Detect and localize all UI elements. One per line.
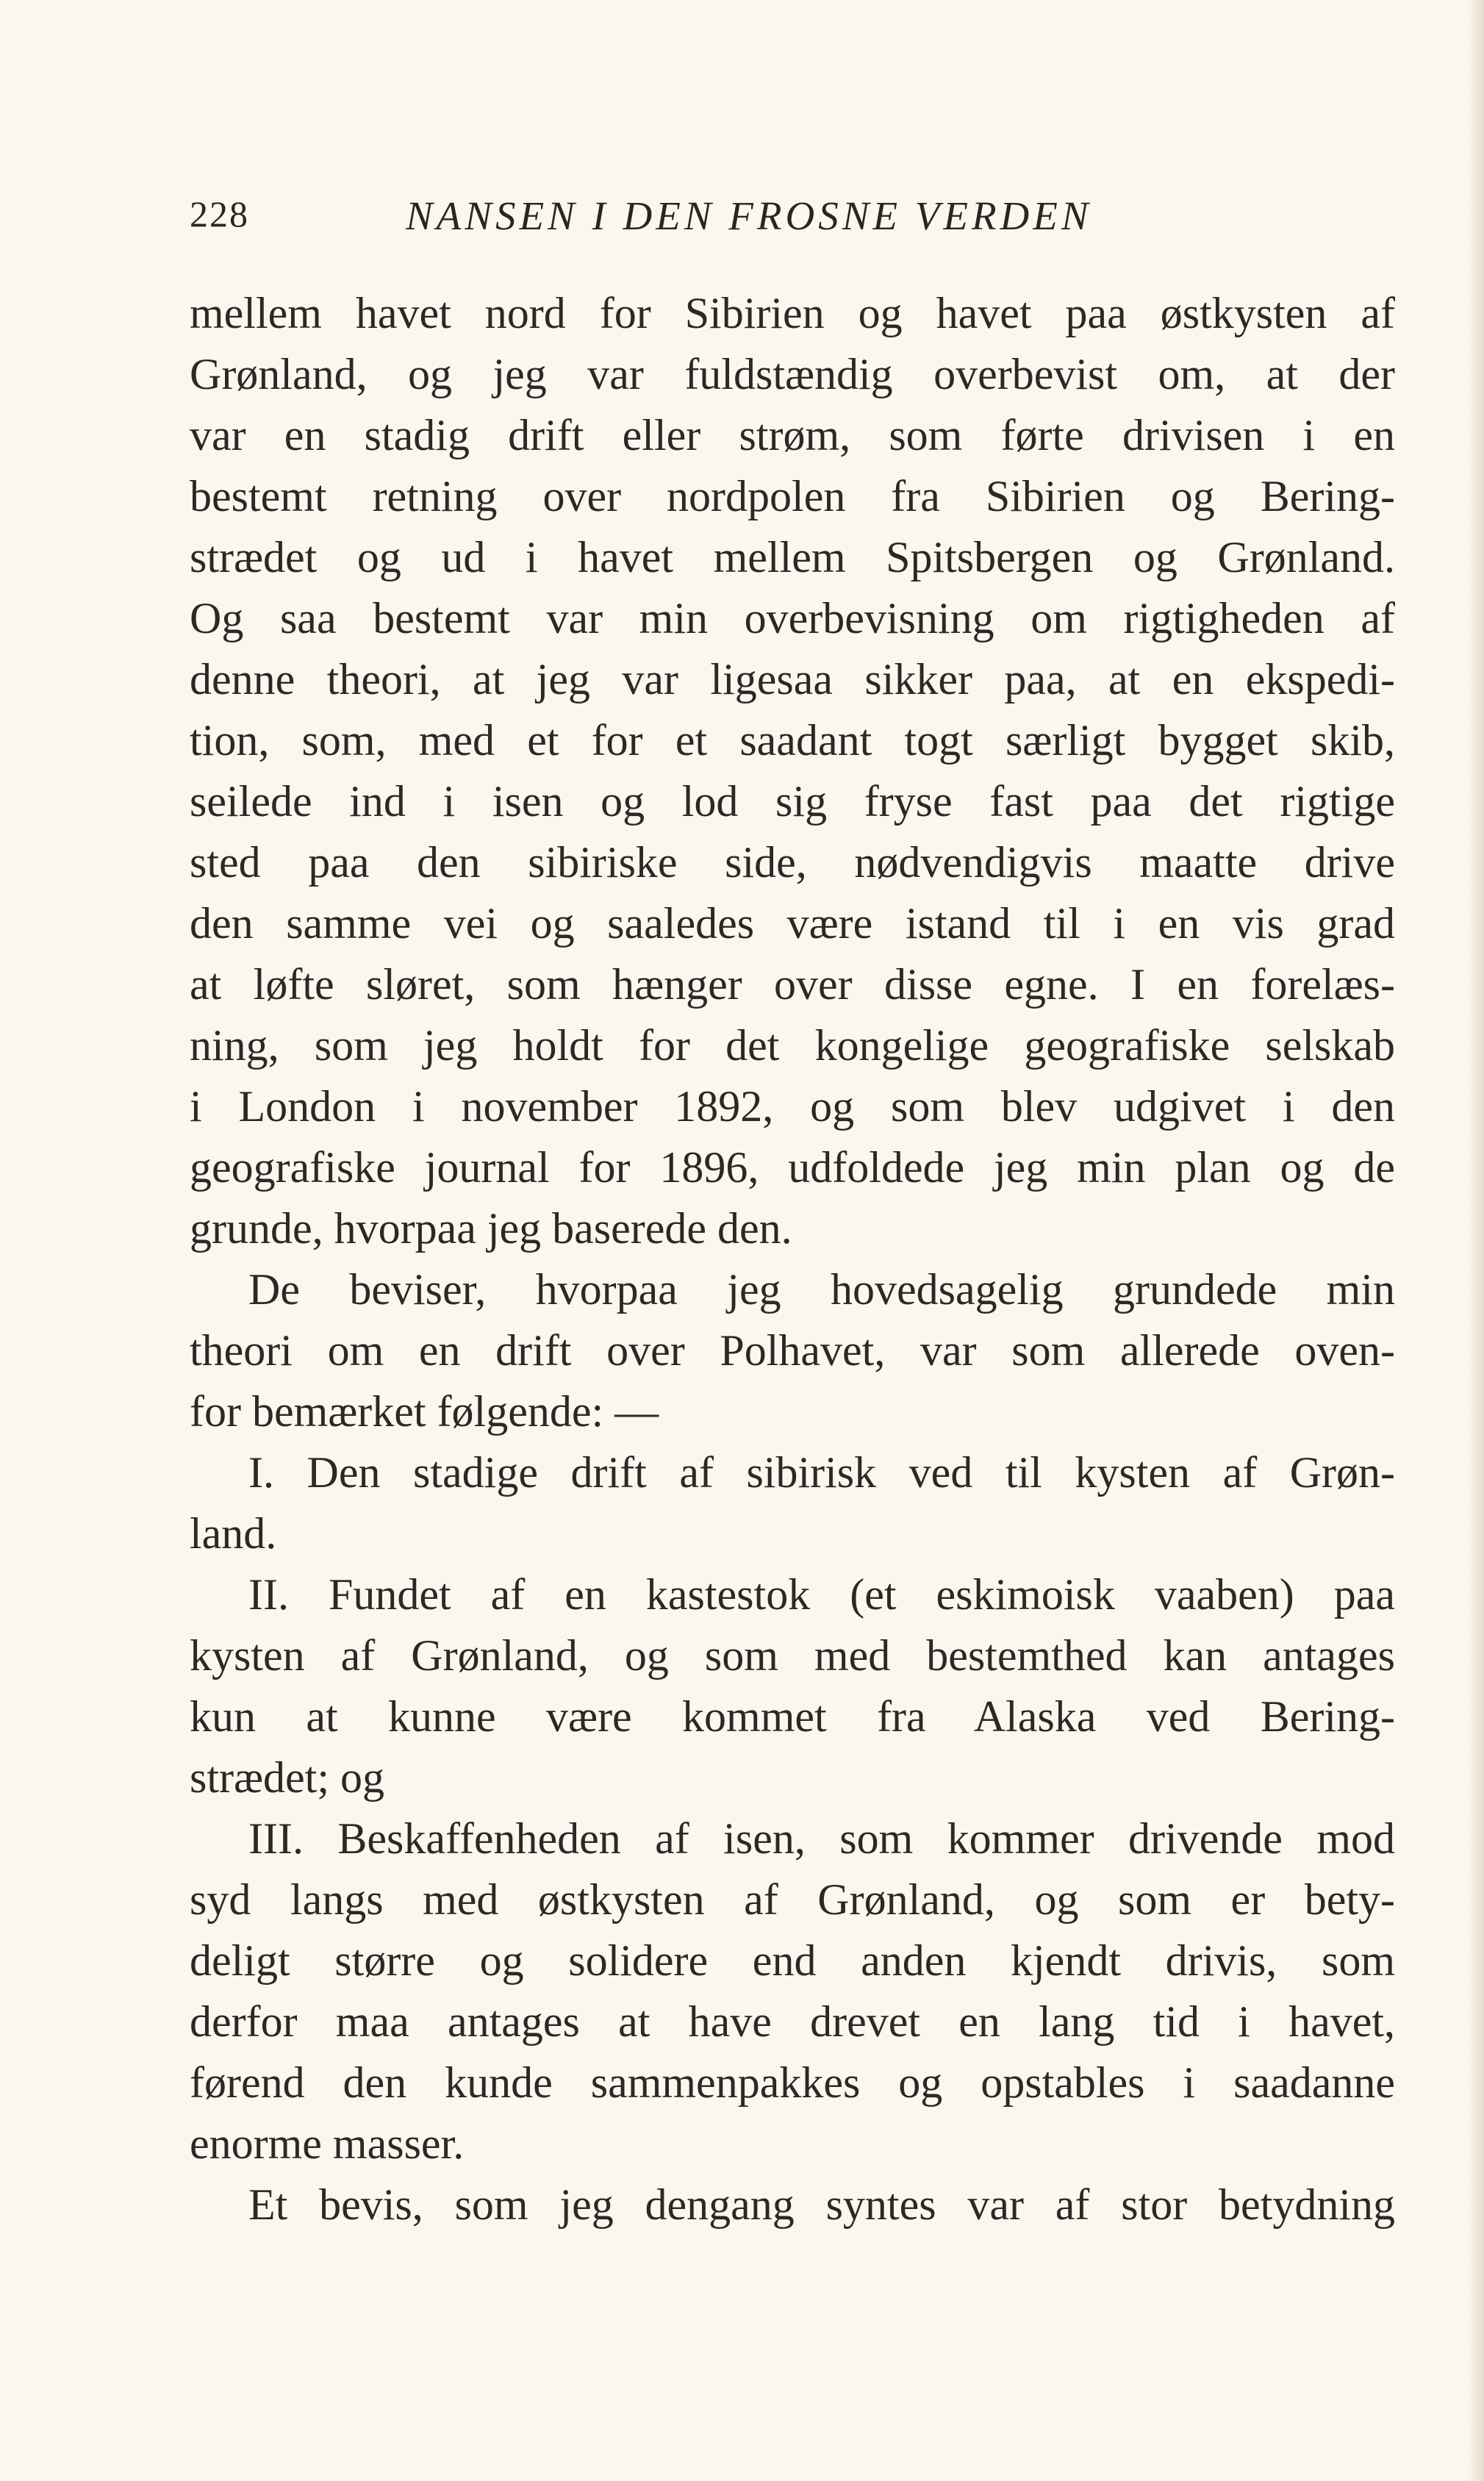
text-line: den samme vei og saaledes være istand til i en vis grad <box>190 899 1395 948</box>
text-line: var en stadig drift eller strøm, som førte drivisen i en <box>190 411 1395 459</box>
text-line: theori om en drift over Polhavet, var som allerede oven- <box>190 1326 1395 1375</box>
text-line: mellem havet nord for Sibirien og havet paa østkysten af <box>190 289 1395 337</box>
text-line: førend den kunde sammenpakkes og opstables i saadanne <box>190 2058 1395 2107</box>
text-line: strædet og ud i havet mellem Spitsbergen og Grønland. <box>190 533 1395 581</box>
text-line: for bemærket følgende: — <box>190 1387 659 1436</box>
text-line: strædet; og <box>190 1753 384 1802</box>
text-line: De beviser, hvorpaa jeg hovedsagelig grundede min <box>248 1265 1395 1314</box>
text-line: ning, som jeg holdt for det kongelige geografiske selskab <box>190 1021 1395 1070</box>
text-line: III. Beskaffenheden af isen, som kommer drivende mod <box>248 1814 1395 1863</box>
text-line: II. Fundet af en kastestok (et eskimoisk vaaben) paa <box>248 1570 1395 1619</box>
text-line: kun at kunne være kommet fra Alaska ved Bering- <box>190 1692 1395 1741</box>
text-line: Grønland, og jeg var fuldstændig overbevist om, at der <box>190 350 1395 398</box>
text-line: enorme masser. <box>190 2119 465 2168</box>
text-line: at løfte sløret, som hænger over disse egne. I en forelæs- <box>190 960 1395 1009</box>
text-line: Et bevis, som jeg dengang syntes var af stor betydning <box>248 2180 1395 2229</box>
page-edge-shadow <box>1468 0 1484 2481</box>
text-line: sted paa den sibiriske side, nødvendigvis maatte drive <box>190 838 1395 887</box>
running-title: NANSEN I DEN FROSNE VERDEN <box>406 193 1092 238</box>
page-number: 228 <box>190 193 249 235</box>
text-line: i London i november 1892, og som blev udgivet i den <box>190 1082 1395 1131</box>
text-line: Og saa bestemt var min overbevisning om rigtigheden af <box>190 594 1395 642</box>
page-header <box>190 193 1395 244</box>
text-line: kysten af Grønland, og som med bestemthed kan antages <box>190 1631 1395 1680</box>
text-line: grunde, hvorpaa jeg baserede den. <box>190 1204 792 1253</box>
text-line: bestemt retning over nordpolen fra Sibirien og Bering- <box>190 472 1395 520</box>
text-line: seilede ind i isen og lod sig fryse fast paa det rigtige <box>190 777 1395 826</box>
body-text <box>190 283 1395 2235</box>
text-line: I. Den stadige drift af sibirisk ved til kysten af Grøn- <box>248 1448 1395 1497</box>
text-line: geografiske journal for 1896, udfoldede jeg min plan og de <box>190 1143 1395 1192</box>
text-line: syd langs med østkysten af Grønland, og som er bety- <box>190 1875 1395 1924</box>
text-line: deligt større og solidere end anden kjendt drivis, som <box>190 1936 1395 1985</box>
text-line: derfor maa antages at have drevet en lang tid i havet, <box>190 1997 1395 2046</box>
text-line: denne theori, at jeg var ligesaa sikker paa, at en ekspedi- <box>190 655 1395 704</box>
text-line: land. <box>190 1509 277 1558</box>
text-line: tion, som, med et for et saadant togt særligt bygget skib, <box>190 716 1395 765</box>
